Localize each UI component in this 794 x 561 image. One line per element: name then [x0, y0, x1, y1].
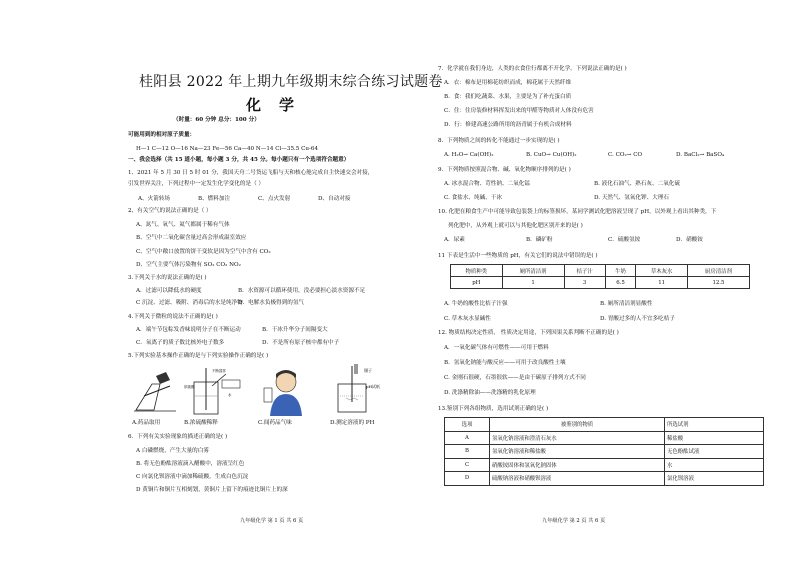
q4-option: A．端午节包粽发香味说明分子在不断运动: [136, 327, 241, 333]
q8-option: A. H₂O→ Ca(OH)₂: [444, 152, 494, 158]
acid-dilution-figure: [182, 366, 244, 418]
section-heading: 一、我会选择（共 15 道小题，每小题 3 分，共 45 分。每小题只有一个选项符合题意）: [128, 157, 350, 163]
q7-option: A．衣：棉布是用棉花纺织而成，棉花属于天然纤维: [444, 80, 572, 86]
q1-option: B、燃料加注: [198, 196, 231, 202]
table-row: [445, 472, 764, 486]
q11-stem: 11 下表是生活中一些物质的 pH，有关它们的说法中错误的是( ): [438, 253, 598, 259]
q9-option: B. 液化石油气、熟石灰、二氧化硫: [594, 181, 680, 187]
q8-option: D. BaCl₂→ BaSO₄: [676, 152, 725, 158]
q11-option: C. 草木灰水显碱性: [444, 316, 491, 322]
q12-option: B．氢氧化钠能与酸反应——可用于改良酸性土壤: [444, 360, 566, 366]
q11-option: A. 牛奶的酸性比桔子汁强: [444, 301, 508, 307]
q8-option: C. CO₂→ CO: [608, 152, 643, 158]
table-cell: 硝酸铵固体和氢氧化钠固体: [490, 458, 665, 472]
q3-option: D．电解水负极得到的氢气: [238, 300, 305, 306]
fig-label-ph-paper: pH试纸: [366, 384, 381, 389]
table-cell: 所选试剂: [665, 418, 764, 432]
table-cell: 氢氧化钠溶液和稀盐酸: [490, 445, 665, 459]
q9-option: C. 食盐水、纯碱、干冰: [444, 195, 502, 201]
table-row: [445, 431, 764, 445]
q2-option: A、氮气、氧气、氦气都属于稀有气体: [136, 222, 230, 228]
table-row: [445, 458, 764, 472]
q10-option: C．硫酸氢铵: [608, 237, 641, 243]
table-cell: B: [445, 445, 490, 459]
q5-option: C.闻药品气味: [258, 420, 292, 426]
q7-option: D．行：修建高速公路所用的沥青属于有机合成材料: [444, 122, 572, 128]
q7-option: B．食：我们吃蔬菜、水果，主要是为了补充蛋白质: [444, 94, 572, 100]
q9-option: A. 冰水混合物、苛性钠、二氧化锰: [444, 181, 530, 187]
table-cell: 被鉴别的物质: [490, 418, 665, 432]
table-row: [445, 445, 764, 459]
q12-option: C. 金刚石很硬，石墨很软——是由于碳原子排列方式不同: [444, 375, 586, 381]
q5-stem: 5.下列实验基本操作正确的是与下列实验操作正确的是( ): [128, 353, 269, 359]
q5-option: D.测定溶液的 PH: [330, 420, 375, 426]
table-cell: 氢氧化钠溶液和澄清石灰水: [490, 431, 665, 445]
q1-option: A、火箭转场: [138, 196, 171, 202]
q1-stem: 1、2021 年 5 月 30 日 5 时 01 分，我国天舟二号货运飞船与天和核心舱完成自主快速交会对接，: [128, 170, 374, 176]
right-page: [400, 0, 794, 561]
q11-option: B. 厕所清洁剂显酸性: [600, 301, 653, 307]
table-cell: A: [445, 431, 490, 445]
q7-option: C．住：住房装修材料挥发出来的甲醛等物质对人体没有危害: [444, 108, 594, 114]
q12-option: A．一氧化碳气体有可燃性——可用于燃料: [444, 345, 549, 351]
table-cell: 厕所清洁剂: [502, 265, 564, 277]
q10-option: A．尿素: [444, 237, 465, 243]
q10-option: D．硝酸铵: [676, 237, 703, 243]
q1-option: D、自动对接: [318, 196, 351, 202]
q6-option: D 黄铜片和铜片互相刻划，黄铜片上留下的痕迹比铜片上的深: [136, 487, 288, 493]
medicine-take-figure: [130, 366, 180, 416]
q9-option: D. 天然气、氢氧化钾、大理石: [594, 195, 669, 201]
table-cell: 稀盐酸: [665, 431, 764, 445]
table-row: [451, 265, 750, 277]
page-footer: 九年级化学 第 2 页 共 6 页: [542, 518, 606, 524]
table-cell: pH: [451, 277, 503, 289]
q8-stem: 8．下列物质之间的转化不能通过一步实现的是( ): [438, 138, 560, 144]
q13-table: [444, 417, 764, 486]
page-footer: 九年级化学 第 1 页 共 6 页: [240, 518, 304, 524]
table-cell: 厨房清洁剂: [687, 265, 749, 277]
table-row: [451, 277, 750, 289]
table-cell: 1: [502, 277, 564, 289]
q13-stem: 13.鉴别下列各组物质，选用试剂正确的是( ): [438, 406, 549, 412]
table-cell: 6.5: [605, 277, 636, 289]
q3-option: A．过滤可以降低水的硬度: [136, 288, 202, 294]
q7-stem: 7．化学就在我们身边，人类的衣食住行都离不开化学。下列说法正确的是( ): [438, 66, 627, 72]
table-cell: 3: [564, 277, 605, 289]
table-cell: 无色酚酞试液: [665, 445, 764, 459]
table-cell: 草木灰水: [636, 265, 688, 277]
q4-option: B．干冰升华分子间隔变大: [262, 327, 328, 333]
atomic-mass-heading: 可能用到的相对原子质量：: [128, 132, 196, 138]
q6-option: C 向氯化钡溶液中滴加稀硫酸，生成白色沉淀: [136, 474, 249, 480]
q2-option: D、空气主要气体污染物有 SO₂ CO₂ NO₂: [136, 262, 241, 268]
q10-option: B．磷矿粉: [526, 237, 553, 243]
q1-stem: 引发世界关注，下列过程中一定发生化学变化的是（ ）: [128, 181, 265, 187]
table-cell: D: [445, 472, 490, 486]
table-cell: 水: [665, 458, 764, 472]
q10-stem: 列化肥中，从外观上就可以与其他化肥区别开来的是( ): [448, 223, 583, 229]
q6-option: A 白磷燃烧，产生大量的白雾: [136, 448, 209, 454]
exam-title: 桂阳县 2022 年上期九年级期末综合练习试题卷: [139, 74, 443, 90]
atomic-mass-list: H—1 C—12 O—16 Na—23 Fe—56 Ca—40 N—14 Cl—35.5 Cu-64: [136, 146, 319, 152]
fig-label-acid: 浓硫酸: [184, 385, 195, 389]
q10-stem: 10. 化肥在粮食生产中可能导致包装袋上的标签损坏，某同学测试化肥溶液呈现了 pH，以外观上看出其种类，下: [438, 209, 717, 215]
q11-ph-table: [450, 264, 750, 289]
table-cell: 12.5: [687, 277, 749, 289]
fig-label-water: 水: [228, 393, 232, 397]
q3-option: B．水资源可以循环使用，没必要担心淡水资源不足: [238, 288, 366, 294]
exam-meta: （时量：60 分钟 总分：100 分）: [173, 117, 260, 123]
q4-option: D．不是所有原子核中都有中子: [262, 340, 340, 346]
q6-option: B. 将无色酚酞溶液滴入醋酸中，溶液呈红色: [136, 461, 245, 467]
q6-stem: 6．下列有关实验现象的描述正确的是( ): [128, 434, 228, 440]
q4-stem: 4.下列关于微粒的说法不正确的是( ): [128, 314, 218, 320]
table-cell: 11: [636, 277, 688, 289]
smelling-figure: [262, 366, 306, 418]
table-row: [445, 418, 764, 432]
q4-option: C．氧离子的质子数比核外电子数多: [136, 340, 225, 346]
q5-option: B.浓硫酸稀释: [184, 420, 218, 426]
table-cell: C: [445, 458, 490, 472]
table-cell: 选项: [445, 418, 490, 432]
q3-option: C 沉淀、过滤、吸附、消毒后的水是纯净物: [136, 300, 243, 306]
q12-stem: 12. 物质结构决定性质， 性质决定用途，下列因果关系判断不正确的是( ): [438, 330, 619, 336]
q11-option: D. 胃酸过多的人不宜多吃桔子: [600, 316, 675, 322]
q1-option: C、点火发射: [258, 196, 291, 202]
q12-option: D. 洗涤精除油——洗涤精的乳化原理: [444, 390, 536, 396]
q5-option: A.药品取用: [132, 420, 161, 426]
q2-stem: 2、有关空气的说法正确的是（ ）: [128, 208, 212, 214]
table-cell: 桔子汁: [564, 265, 605, 277]
table-cell: 氯化钡溶液: [665, 472, 764, 486]
table-cell: 牛奶: [605, 265, 636, 277]
q3-stem: 3.下列关于水的说法正确的是( ): [128, 275, 207, 281]
subject-heading: 化学: [246, 96, 313, 114]
q9-stem: 9．下列物质按照混合物、碱、氧化物顺序排列的是( ): [438, 167, 571, 173]
table-cell: 硫酸钠溶液和硝酸钡溶液: [490, 472, 665, 486]
q8-option: B. CuO→ Cu(OH)₂: [526, 152, 577, 158]
fig-label-tweezers: 镊子: [364, 368, 372, 373]
q2-option: C、空气中敞口放置的饼干变软是因为空气中含有 CO₂: [136, 249, 271, 255]
fig-label-stir: 不断搅拌: [212, 369, 226, 373]
table-cell: 物质种类: [451, 265, 503, 277]
q2-option: B、空气中二氧化碳含量过高会形成温室效应: [136, 235, 247, 241]
ph-test-figure: [330, 362, 386, 418]
